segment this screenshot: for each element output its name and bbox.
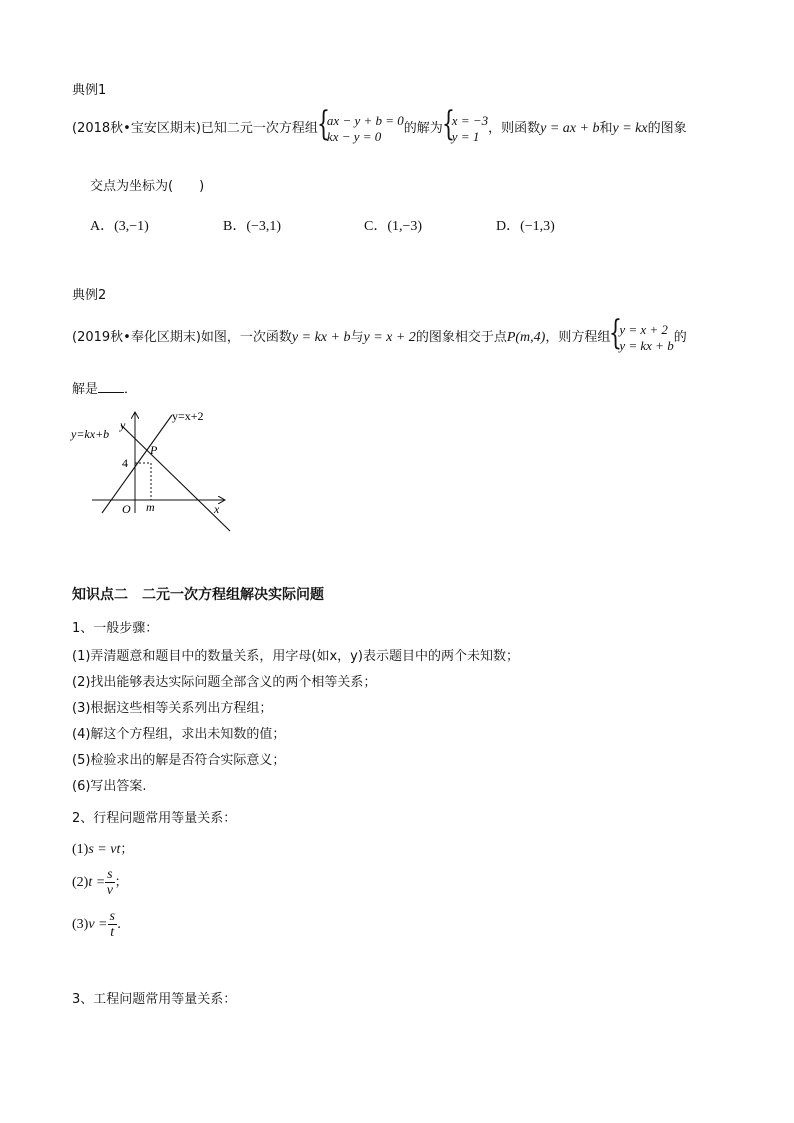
example1-question-line2: 交点为坐标为( )	[90, 179, 205, 194]
example2-text-d: ，则方程组	[545, 330, 611, 345]
option-d-value: (−1,3)	[520, 219, 555, 234]
work-title: 3、工程问题常用等量关系：	[72, 992, 237, 1007]
formula1-prefix: (1)	[72, 842, 89, 857]
label-four: 4	[122, 456, 128, 470]
travel-formula-2	[72, 866, 128, 900]
example1-text-d: 和	[599, 121, 613, 136]
formula3-prefix: (3)	[72, 917, 89, 932]
option-d-letter: D．	[496, 219, 521, 234]
formula1-body: s = vt	[88, 842, 121, 857]
formula1-end: ；	[120, 842, 134, 857]
formula3-denominator: t	[110, 925, 115, 940]
travel-formula-3	[72, 908, 121, 942]
example1-option-a	[90, 215, 149, 235]
formula2-lhs: t =	[88, 875, 106, 890]
example2-heading: 典例2	[72, 288, 107, 303]
option-a-value: (3,−1)	[114, 219, 149, 234]
step-6: (6)写出答案.	[72, 779, 147, 794]
example2-period: ．	[124, 382, 138, 397]
section2-heading: 知识点二 二元一次方程组解决实际问题	[72, 587, 324, 603]
example2-source: (2019秋•奉化区期末)	[72, 330, 201, 345]
step-3: (3)根据这些相等关系列出方程组；	[72, 701, 273, 716]
example1-question-line1	[72, 111, 687, 147]
label-origin: O	[122, 502, 131, 516]
example1-func2: y = kx	[612, 121, 648, 136]
formula3-numerator: s	[109, 909, 115, 924]
step-2: (2)找出能够表达实际问题全部含义的两个相等关系；	[72, 675, 377, 690]
option-c-value: (1,−3)	[387, 219, 423, 234]
example2-system-row2: y = kx + b	[619, 337, 674, 353]
example1-option-b	[223, 215, 281, 235]
example1-option-c	[364, 215, 422, 235]
answer-blank	[98, 380, 124, 393]
step-1: (1)弄清题意和题目中的数量关系，用字母(如x，y)表示题目中的两个未知数；	[72, 649, 519, 664]
example1-solution-row2: y = 1	[451, 128, 480, 144]
travel-title: 2、行程问题常用等量关系：	[72, 811, 237, 826]
formula2-fraction	[105, 867, 114, 898]
example2-func2: y = x + 2	[363, 330, 416, 345]
example1-solution	[443, 113, 488, 145]
label-m: m	[146, 500, 155, 514]
example2-text-c: 的图象相交于点	[415, 330, 507, 345]
option-c-letter: C．	[364, 219, 388, 234]
example2-question-line1	[72, 320, 687, 356]
example2-text-a: 如图，一次函数	[200, 330, 292, 345]
example1-text-e: 的图象	[647, 121, 687, 136]
example2-question-line2	[72, 378, 137, 397]
formula2-prefix: (2)	[72, 875, 89, 890]
example2-answer-label: 解是	[72, 382, 99, 397]
example1-source: (2018秋•宝安区期末)	[72, 121, 201, 136]
example2-point: P(m,4)	[506, 330, 546, 345]
example2-system-row1: { y = x + 2	[619, 321, 668, 337]
formula3-lhs: v =	[88, 917, 108, 932]
option-a-letter: A．	[90, 219, 115, 234]
example1-solution-row1: { x = −3	[451, 112, 489, 128]
option-b-value: (−3,1)	[246, 219, 282, 234]
example1-heading: 典例1	[72, 83, 107, 98]
label-line-x-2: y=x+2	[172, 409, 204, 423]
formula2-denominator: v	[106, 883, 113, 898]
example1-option-d	[496, 215, 555, 235]
example1-text-b: 的解为	[403, 121, 443, 136]
step-5: (5)检验求出的解是否符合实际意义；	[72, 753, 286, 768]
formula3-fraction	[108, 909, 117, 940]
formula2-numerator: s	[107, 867, 113, 882]
example1-text-a: 已知二元一次方程组	[200, 121, 318, 136]
example1-system	[318, 113, 404, 145]
label-y-axis: y	[120, 418, 126, 432]
step-4: (4)解这个方程组，求出未知数的值；	[72, 727, 286, 742]
example2-text-e: 的	[673, 330, 687, 345]
travel-formula-1	[72, 838, 133, 858]
option-b-letter: B．	[223, 219, 247, 234]
example2-func1: y = kx + b	[291, 330, 351, 345]
example2-graph-figure	[66, 405, 246, 535]
formula3-end: .	[116, 917, 122, 932]
example1-func1: y = ax + b	[540, 121, 600, 136]
example1-system-row2: kx − y = 0	[326, 128, 382, 144]
steps-title: 1、一般步骤：	[72, 621, 159, 636]
label-line-kx-b: y=kx+b	[71, 427, 110, 441]
label-point-p: P	[150, 443, 158, 457]
example2-text-b: 与	[350, 330, 364, 345]
formula2-end: ；	[114, 875, 128, 890]
example1-text-c: ，则函数	[488, 121, 541, 136]
label-x-axis: x	[214, 502, 220, 516]
example1-system-row1: { ax − y + b = 0	[326, 112, 404, 128]
example2-system	[610, 322, 673, 354]
